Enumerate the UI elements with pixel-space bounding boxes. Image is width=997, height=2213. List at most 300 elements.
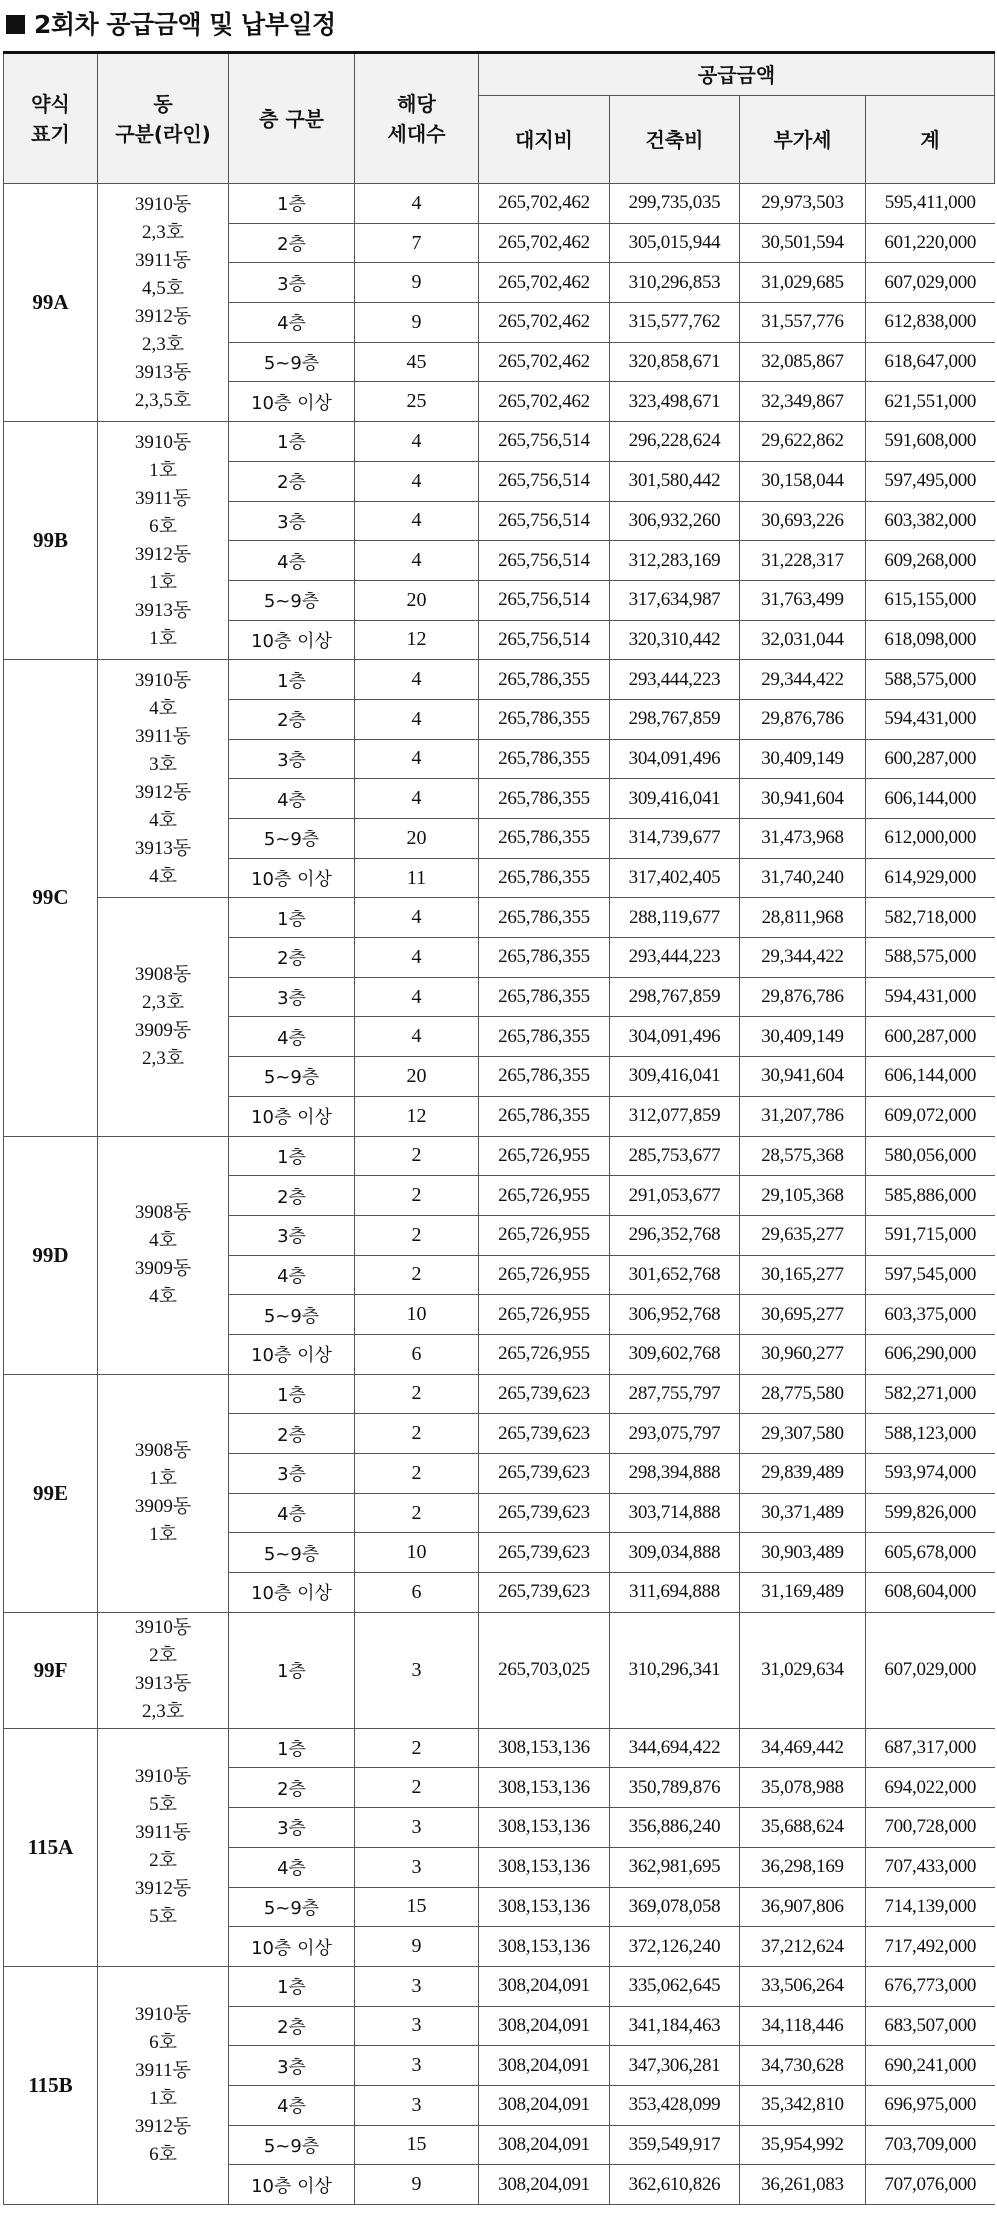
building-price-cell: 296,228,624 xyxy=(610,422,740,462)
vat-cell: 31,029,685 xyxy=(740,263,866,303)
building-price-cell: 285,753,677 xyxy=(610,1136,740,1176)
building-price-cell: 369,078,058 xyxy=(610,1887,740,1927)
unit-type-cell: 115B xyxy=(4,1966,98,2204)
total-price-cell: 603,382,000 xyxy=(866,501,995,541)
households-cell: 10 xyxy=(355,1295,479,1335)
households-cell: 2 xyxy=(355,1176,479,1216)
land-price-cell: 265,726,955 xyxy=(479,1255,610,1295)
dong-line-cell: 3910동 2,3호 3911동 4,5호 3912동 2,3호 3913동 2,3,5호 xyxy=(98,184,229,422)
building-price-cell: 306,952,768 xyxy=(610,1295,740,1335)
households-cell: 2 xyxy=(355,1136,479,1176)
land-price-cell: 265,786,355 xyxy=(479,819,610,859)
households-cell: 4 xyxy=(355,501,479,541)
vat-cell: 29,105,368 xyxy=(740,1176,866,1216)
total-price-cell: 591,715,000 xyxy=(866,1215,995,1255)
land-price-cell: 308,204,091 xyxy=(479,1966,610,2006)
floor-cell: 4층 xyxy=(229,1255,355,1295)
building-price-cell: 296,352,768 xyxy=(610,1215,740,1255)
building-price-cell: 306,932,260 xyxy=(610,501,740,541)
vat-cell: 28,575,368 xyxy=(740,1136,866,1176)
building-price-cell: 301,652,768 xyxy=(610,1255,740,1295)
total-price-cell: 595,411,000 xyxy=(866,184,995,224)
households-cell: 20 xyxy=(355,580,479,620)
vat-cell: 31,740,240 xyxy=(740,858,866,898)
building-price-cell: 309,034,888 xyxy=(610,1533,740,1573)
households-cell: 4 xyxy=(355,422,479,462)
total-price-cell: 608,604,000 xyxy=(866,1573,995,1613)
building-price-cell: 303,714,888 xyxy=(610,1493,740,1533)
land-price-cell: 265,739,623 xyxy=(479,1374,610,1414)
land-price-cell: 265,786,355 xyxy=(479,898,610,938)
floor-cell: 1층 xyxy=(229,1374,355,1414)
total-price-cell: 582,718,000 xyxy=(866,898,995,938)
floor-cell: 10층 이상 xyxy=(229,1927,355,1967)
households-cell: 9 xyxy=(355,263,479,303)
dong-line-cell: 3910동 6호 3911동 1호 3912동 6호 xyxy=(98,1966,229,2204)
table-row xyxy=(4,660,995,700)
land-price-cell: 265,786,355 xyxy=(479,660,610,700)
households-cell: 20 xyxy=(355,1057,479,1097)
floor-cell: 1층 xyxy=(229,1728,355,1768)
total-price-cell: 696,975,000 xyxy=(866,2085,995,2125)
vat-cell: 32,031,044 xyxy=(740,620,866,660)
households-cell: 9 xyxy=(355,1927,479,1967)
total-price-cell: 717,492,000 xyxy=(866,1927,995,1967)
header-building: 건축비 xyxy=(610,96,740,184)
land-price-cell: 265,739,623 xyxy=(479,1454,610,1494)
vat-cell: 28,775,580 xyxy=(740,1374,866,1414)
total-price-cell: 580,056,000 xyxy=(866,1136,995,1176)
land-price-cell: 265,702,462 xyxy=(479,342,610,382)
households-cell: 6 xyxy=(355,1573,479,1613)
vat-cell: 36,298,169 xyxy=(740,1847,866,1887)
building-price-cell: 317,634,987 xyxy=(610,580,740,620)
building-price-cell: 309,602,768 xyxy=(610,1334,740,1374)
floor-cell: 5~9층 xyxy=(229,2125,355,2165)
total-price-cell: 683,507,000 xyxy=(866,2006,995,2046)
building-price-cell: 356,886,240 xyxy=(610,1808,740,1848)
households-cell: 4 xyxy=(355,461,479,501)
vat-cell: 29,635,277 xyxy=(740,1215,866,1255)
total-price-cell: 593,974,000 xyxy=(866,1454,995,1494)
total-price-cell: 606,144,000 xyxy=(866,1057,995,1097)
floor-cell: 3층 xyxy=(229,2046,355,2086)
households-cell: 10 xyxy=(355,1533,479,1573)
total-price-cell: 618,098,000 xyxy=(866,620,995,660)
floor-cell: 1층 xyxy=(229,1136,355,1176)
total-price-cell: 612,838,000 xyxy=(866,303,995,343)
square-bullet-icon xyxy=(6,15,25,34)
land-price-cell: 308,153,136 xyxy=(479,1887,610,1927)
households-cell: 6 xyxy=(355,1334,479,1374)
table-row xyxy=(4,1728,995,1768)
households-cell: 7 xyxy=(355,223,479,263)
households-cell: 3 xyxy=(355,2046,479,2086)
floor-cell: 3층 xyxy=(229,501,355,541)
households-cell: 9 xyxy=(355,303,479,343)
land-price-cell: 265,702,462 xyxy=(479,263,610,303)
dong-line-cell: 3910동 2호 3913동 2,3호 xyxy=(98,1612,229,1728)
households-cell: 3 xyxy=(355,2085,479,2125)
total-price-cell: 703,709,000 xyxy=(866,2125,995,2165)
households-cell: 4 xyxy=(355,541,479,581)
households-cell: 15 xyxy=(355,1887,479,1927)
building-price-cell: 350,789,876 xyxy=(610,1768,740,1808)
land-price-cell: 265,786,355 xyxy=(479,739,610,779)
building-price-cell: 310,296,853 xyxy=(610,263,740,303)
building-price-cell: 312,283,169 xyxy=(610,541,740,581)
total-price-cell: 687,317,000 xyxy=(866,1728,995,1768)
total-price-cell: 606,290,000 xyxy=(866,1334,995,1374)
total-price-cell: 597,495,000 xyxy=(866,461,995,501)
building-price-cell: 310,296,341 xyxy=(610,1612,740,1728)
header-vat: 부가세 xyxy=(740,96,866,184)
building-price-cell: 287,755,797 xyxy=(610,1374,740,1414)
floor-cell: 5~9층 xyxy=(229,1295,355,1335)
vat-cell: 29,307,580 xyxy=(740,1414,866,1454)
land-price-cell: 265,726,955 xyxy=(479,1215,610,1255)
building-price-cell: 293,444,223 xyxy=(610,660,740,700)
land-price-cell: 265,739,623 xyxy=(479,1533,610,1573)
households-cell: 45 xyxy=(355,342,479,382)
building-price-cell: 309,416,041 xyxy=(610,779,740,819)
building-price-cell: 372,126,240 xyxy=(610,1927,740,1967)
vat-cell: 33,506,264 xyxy=(740,1966,866,2006)
floor-cell: 4층 xyxy=(229,1493,355,1533)
dong-line-cell: 3908동 4호 3909동 4호 xyxy=(98,1136,229,1374)
households-cell: 11 xyxy=(355,858,479,898)
vat-cell: 29,839,489 xyxy=(740,1454,866,1494)
households-cell: 3 xyxy=(355,1966,479,2006)
households-cell: 4 xyxy=(355,739,479,779)
table-row xyxy=(4,1966,995,2006)
vat-cell: 35,078,988 xyxy=(740,1768,866,1808)
floor-cell: 2층 xyxy=(229,461,355,501)
vat-cell: 30,693,226 xyxy=(740,501,866,541)
table-header xyxy=(4,53,995,184)
building-price-cell: 314,739,677 xyxy=(610,819,740,859)
households-cell: 2 xyxy=(355,1454,479,1494)
building-price-cell: 320,858,671 xyxy=(610,342,740,382)
floor-cell: 5~9층 xyxy=(229,580,355,620)
floor-cell: 4층 xyxy=(229,303,355,343)
land-price-cell: 265,739,623 xyxy=(479,1573,610,1613)
building-price-cell: 299,735,035 xyxy=(610,184,740,224)
building-price-cell: 362,610,826 xyxy=(610,2165,740,2205)
total-price-cell: 588,575,000 xyxy=(866,938,995,978)
vat-cell: 35,342,810 xyxy=(740,2085,866,2125)
households-cell: 3 xyxy=(355,1847,479,1887)
building-price-cell: 317,402,405 xyxy=(610,858,740,898)
total-price-cell: 585,886,000 xyxy=(866,1176,995,1216)
land-price-cell: 308,153,136 xyxy=(479,1847,610,1887)
floor-cell: 10층 이상 xyxy=(229,382,355,422)
unit-type-cell: 99E xyxy=(4,1374,98,1612)
land-price-cell: 265,786,355 xyxy=(479,779,610,819)
floor-cell: 4층 xyxy=(229,541,355,581)
vat-cell: 31,228,317 xyxy=(740,541,866,581)
total-price-cell: 612,000,000 xyxy=(866,819,995,859)
dong-line-cell: 3910동 1호 3911동 6호 3912동 1호 3913동 1호 xyxy=(98,422,229,660)
vat-cell: 32,085,867 xyxy=(740,342,866,382)
building-price-cell: 362,981,695 xyxy=(610,1847,740,1887)
unit-type-cell: 99A xyxy=(4,184,98,422)
land-price-cell: 265,726,955 xyxy=(479,1176,610,1216)
land-price-cell: 265,702,462 xyxy=(479,303,610,343)
building-price-cell: 347,306,281 xyxy=(610,2046,740,2086)
land-price-cell: 265,739,623 xyxy=(479,1414,610,1454)
land-price-cell: 265,726,955 xyxy=(479,1334,610,1374)
total-price-cell: 707,076,000 xyxy=(866,2165,995,2205)
households-cell: 3 xyxy=(355,2006,479,2046)
header-total: 계 xyxy=(866,96,995,184)
land-price-cell: 265,756,514 xyxy=(479,422,610,462)
total-price-cell: 621,551,000 xyxy=(866,382,995,422)
dong-line-cell: 3910동 5호 3911동 2호 3912동 5호 xyxy=(98,1728,229,1966)
land-price-cell: 265,702,462 xyxy=(479,184,610,224)
vat-cell: 30,695,277 xyxy=(740,1295,866,1335)
building-price-cell: 293,075,797 xyxy=(610,1414,740,1454)
land-price-cell: 265,786,355 xyxy=(479,1057,610,1097)
total-price-cell: 600,287,000 xyxy=(866,739,995,779)
vat-cell: 35,954,992 xyxy=(740,2125,866,2165)
floor-cell: 5~9층 xyxy=(229,1533,355,1573)
header-supply-amount: 공급금액 xyxy=(479,53,995,96)
land-price-cell: 265,703,025 xyxy=(479,1612,610,1728)
floor-cell: 3층 xyxy=(229,1215,355,1255)
header-dong: 동 구분(라인) xyxy=(98,53,229,184)
header-floor: 층 구분 xyxy=(229,53,355,184)
vat-cell: 29,876,786 xyxy=(740,977,866,1017)
land-price-cell: 265,786,355 xyxy=(479,938,610,978)
total-price-cell: 694,022,000 xyxy=(866,1768,995,1808)
building-price-cell: 301,580,442 xyxy=(610,461,740,501)
land-price-cell: 265,756,514 xyxy=(479,541,610,581)
vat-cell: 36,261,083 xyxy=(740,2165,866,2205)
dong-line-cell: 3908동 1호 3909동 1호 xyxy=(98,1374,229,1612)
floor-cell: 2층 xyxy=(229,1176,355,1216)
floor-cell: 4층 xyxy=(229,1847,355,1887)
vat-cell: 30,158,044 xyxy=(740,461,866,501)
header-households: 해당 세대수 xyxy=(355,53,479,184)
land-price-cell: 308,204,091 xyxy=(479,2046,610,2086)
vat-cell: 34,730,628 xyxy=(740,2046,866,2086)
total-price-cell: 609,072,000 xyxy=(866,1096,995,1136)
land-price-cell: 265,756,514 xyxy=(479,580,610,620)
total-price-cell: 582,271,000 xyxy=(866,1374,995,1414)
floor-cell: 5~9층 xyxy=(229,1887,355,1927)
land-price-cell: 265,756,514 xyxy=(479,620,610,660)
table-row xyxy=(4,1374,995,1414)
table-row xyxy=(4,1136,995,1176)
total-price-cell: 594,431,000 xyxy=(866,977,995,1017)
unit-type-cell: 99B xyxy=(4,422,98,660)
total-price-cell: 606,144,000 xyxy=(866,779,995,819)
floor-cell: 2층 xyxy=(229,699,355,739)
floor-cell: 1층 xyxy=(229,898,355,938)
land-price-cell: 265,702,462 xyxy=(479,382,610,422)
dong-line-cell: 3908동 2,3호 3909동 2,3호 xyxy=(98,898,229,1136)
unit-type-cell: 99C xyxy=(4,660,98,1136)
total-price-cell: 603,375,000 xyxy=(866,1295,995,1335)
total-price-cell: 601,220,000 xyxy=(866,223,995,263)
vat-cell: 37,212,624 xyxy=(740,1927,866,1967)
households-cell: 2 xyxy=(355,1255,479,1295)
households-cell: 4 xyxy=(355,898,479,938)
floor-cell: 10층 이상 xyxy=(229,620,355,660)
floor-cell: 4층 xyxy=(229,1017,355,1057)
land-price-cell: 265,739,623 xyxy=(479,1493,610,1533)
floor-cell: 3층 xyxy=(229,1808,355,1848)
building-price-cell: 335,062,645 xyxy=(610,1966,740,2006)
header-land: 대지비 xyxy=(479,96,610,184)
total-price-cell: 609,268,000 xyxy=(866,541,995,581)
households-cell: 20 xyxy=(355,819,479,859)
total-price-cell: 607,029,000 xyxy=(866,1612,995,1728)
floor-cell: 10층 이상 xyxy=(229,858,355,898)
building-price-cell: 291,053,677 xyxy=(610,1176,740,1216)
floor-cell: 1층 xyxy=(229,1966,355,2006)
households-cell: 2 xyxy=(355,1728,479,1768)
vat-cell: 30,903,489 xyxy=(740,1533,866,1573)
land-price-cell: 308,204,091 xyxy=(479,2125,610,2165)
floor-cell: 1층 xyxy=(229,184,355,224)
total-price-cell: 607,029,000 xyxy=(866,263,995,303)
building-price-cell: 359,549,917 xyxy=(610,2125,740,2165)
total-price-cell: 600,287,000 xyxy=(866,1017,995,1057)
households-cell: 12 xyxy=(355,620,479,660)
total-price-cell: 588,575,000 xyxy=(866,660,995,700)
building-price-cell: 305,015,944 xyxy=(610,223,740,263)
households-cell: 4 xyxy=(355,977,479,1017)
households-cell: 4 xyxy=(355,1017,479,1057)
vat-cell: 35,688,624 xyxy=(740,1808,866,1848)
building-price-cell: 320,310,442 xyxy=(610,620,740,660)
unit-type-cell: 99F xyxy=(4,1612,98,1728)
land-price-cell: 308,153,136 xyxy=(479,1927,610,1967)
building-price-cell: 304,091,496 xyxy=(610,1017,740,1057)
land-price-cell: 265,726,955 xyxy=(479,1136,610,1176)
supply-price-table xyxy=(3,51,995,2205)
households-cell: 4 xyxy=(355,779,479,819)
vat-cell: 29,344,422 xyxy=(740,938,866,978)
building-price-cell: 298,767,859 xyxy=(610,699,740,739)
total-price-cell: 700,728,000 xyxy=(866,1808,995,1848)
vat-cell: 30,409,149 xyxy=(740,1017,866,1057)
table-row xyxy=(4,1612,995,1728)
households-cell: 2 xyxy=(355,1374,479,1414)
land-price-cell: 265,786,355 xyxy=(479,1096,610,1136)
households-cell: 12 xyxy=(355,1096,479,1136)
vat-cell: 30,941,604 xyxy=(740,779,866,819)
vat-cell: 32,349,867 xyxy=(740,382,866,422)
households-cell: 4 xyxy=(355,184,479,224)
total-price-cell: 714,139,000 xyxy=(866,1887,995,1927)
building-price-cell: 293,444,223 xyxy=(610,938,740,978)
vat-cell: 34,118,446 xyxy=(740,2006,866,2046)
table-row xyxy=(4,898,995,938)
floor-cell: 3층 xyxy=(229,263,355,303)
building-price-cell: 353,428,099 xyxy=(610,2085,740,2125)
land-price-cell: 265,726,955 xyxy=(479,1295,610,1335)
households-cell: 2 xyxy=(355,1414,479,1454)
total-price-cell: 599,826,000 xyxy=(866,1493,995,1533)
land-price-cell: 308,204,091 xyxy=(479,2165,610,2205)
households-cell: 2 xyxy=(355,1493,479,1533)
vat-cell: 29,344,422 xyxy=(740,660,866,700)
vat-cell: 30,371,489 xyxy=(740,1493,866,1533)
vat-cell: 30,960,277 xyxy=(740,1334,866,1374)
floor-cell: 4층 xyxy=(229,2085,355,2125)
dong-line-cell: 3910동 4호 3911동 3호 3912동 4호 3913동 4호 xyxy=(98,660,229,898)
building-price-cell: 323,498,671 xyxy=(610,382,740,422)
vat-cell: 30,409,149 xyxy=(740,739,866,779)
total-price-cell: 690,241,000 xyxy=(866,2046,995,2086)
floor-cell: 5~9층 xyxy=(229,342,355,382)
header-abbr: 약식 표기 xyxy=(4,53,98,184)
total-price-cell: 605,678,000 xyxy=(866,1533,995,1573)
total-price-cell: 594,431,000 xyxy=(866,699,995,739)
floor-cell: 2층 xyxy=(229,223,355,263)
building-price-cell: 298,394,888 xyxy=(610,1454,740,1494)
building-price-cell: 344,694,422 xyxy=(610,1728,740,1768)
vat-cell: 30,165,277 xyxy=(740,1255,866,1295)
vat-cell: 30,941,604 xyxy=(740,1057,866,1097)
households-cell: 25 xyxy=(355,382,479,422)
households-cell: 9 xyxy=(355,2165,479,2205)
households-cell: 2 xyxy=(355,1215,479,1255)
floor-cell: 1층 xyxy=(229,1612,355,1728)
floor-cell: 5~9층 xyxy=(229,1057,355,1097)
floor-cell: 2층 xyxy=(229,1414,355,1454)
building-price-cell: 315,577,762 xyxy=(610,303,740,343)
vat-cell: 29,973,503 xyxy=(740,184,866,224)
floor-cell: 10층 이상 xyxy=(229,1573,355,1613)
total-price-cell: 707,433,000 xyxy=(866,1847,995,1887)
land-price-cell: 265,786,355 xyxy=(479,699,610,739)
building-price-cell: 309,416,041 xyxy=(610,1057,740,1097)
households-cell: 4 xyxy=(355,938,479,978)
total-price-cell: 591,608,000 xyxy=(866,422,995,462)
households-cell: 15 xyxy=(355,2125,479,2165)
floor-cell: 5~9층 xyxy=(229,819,355,859)
land-price-cell: 265,786,355 xyxy=(479,1017,610,1057)
vat-cell: 31,169,489 xyxy=(740,1573,866,1613)
floor-cell: 10층 이상 xyxy=(229,1096,355,1136)
floor-cell: 2층 xyxy=(229,938,355,978)
vat-cell: 31,207,786 xyxy=(740,1096,866,1136)
total-price-cell: 615,155,000 xyxy=(866,580,995,620)
floor-cell: 3층 xyxy=(229,1454,355,1494)
vat-cell: 28,811,968 xyxy=(740,898,866,938)
page-title-text: 2회차 공급금액 및 납부일정 xyxy=(34,10,336,39)
land-price-cell: 308,153,136 xyxy=(479,1808,610,1848)
total-price-cell: 618,647,000 xyxy=(866,342,995,382)
land-price-cell: 308,204,091 xyxy=(479,2006,610,2046)
vat-cell: 29,876,786 xyxy=(740,699,866,739)
vat-cell: 31,029,634 xyxy=(740,1612,866,1728)
building-price-cell: 288,119,677 xyxy=(610,898,740,938)
table-row xyxy=(4,184,995,224)
floor-cell: 10층 이상 xyxy=(229,1334,355,1374)
land-price-cell: 265,702,462 xyxy=(479,223,610,263)
floor-cell: 1층 xyxy=(229,660,355,700)
vat-cell: 34,469,442 xyxy=(740,1728,866,1768)
land-price-cell: 308,153,136 xyxy=(479,1728,610,1768)
floor-cell: 2층 xyxy=(229,2006,355,2046)
floor-cell: 10층 이상 xyxy=(229,2165,355,2205)
land-price-cell: 265,786,355 xyxy=(479,977,610,1017)
